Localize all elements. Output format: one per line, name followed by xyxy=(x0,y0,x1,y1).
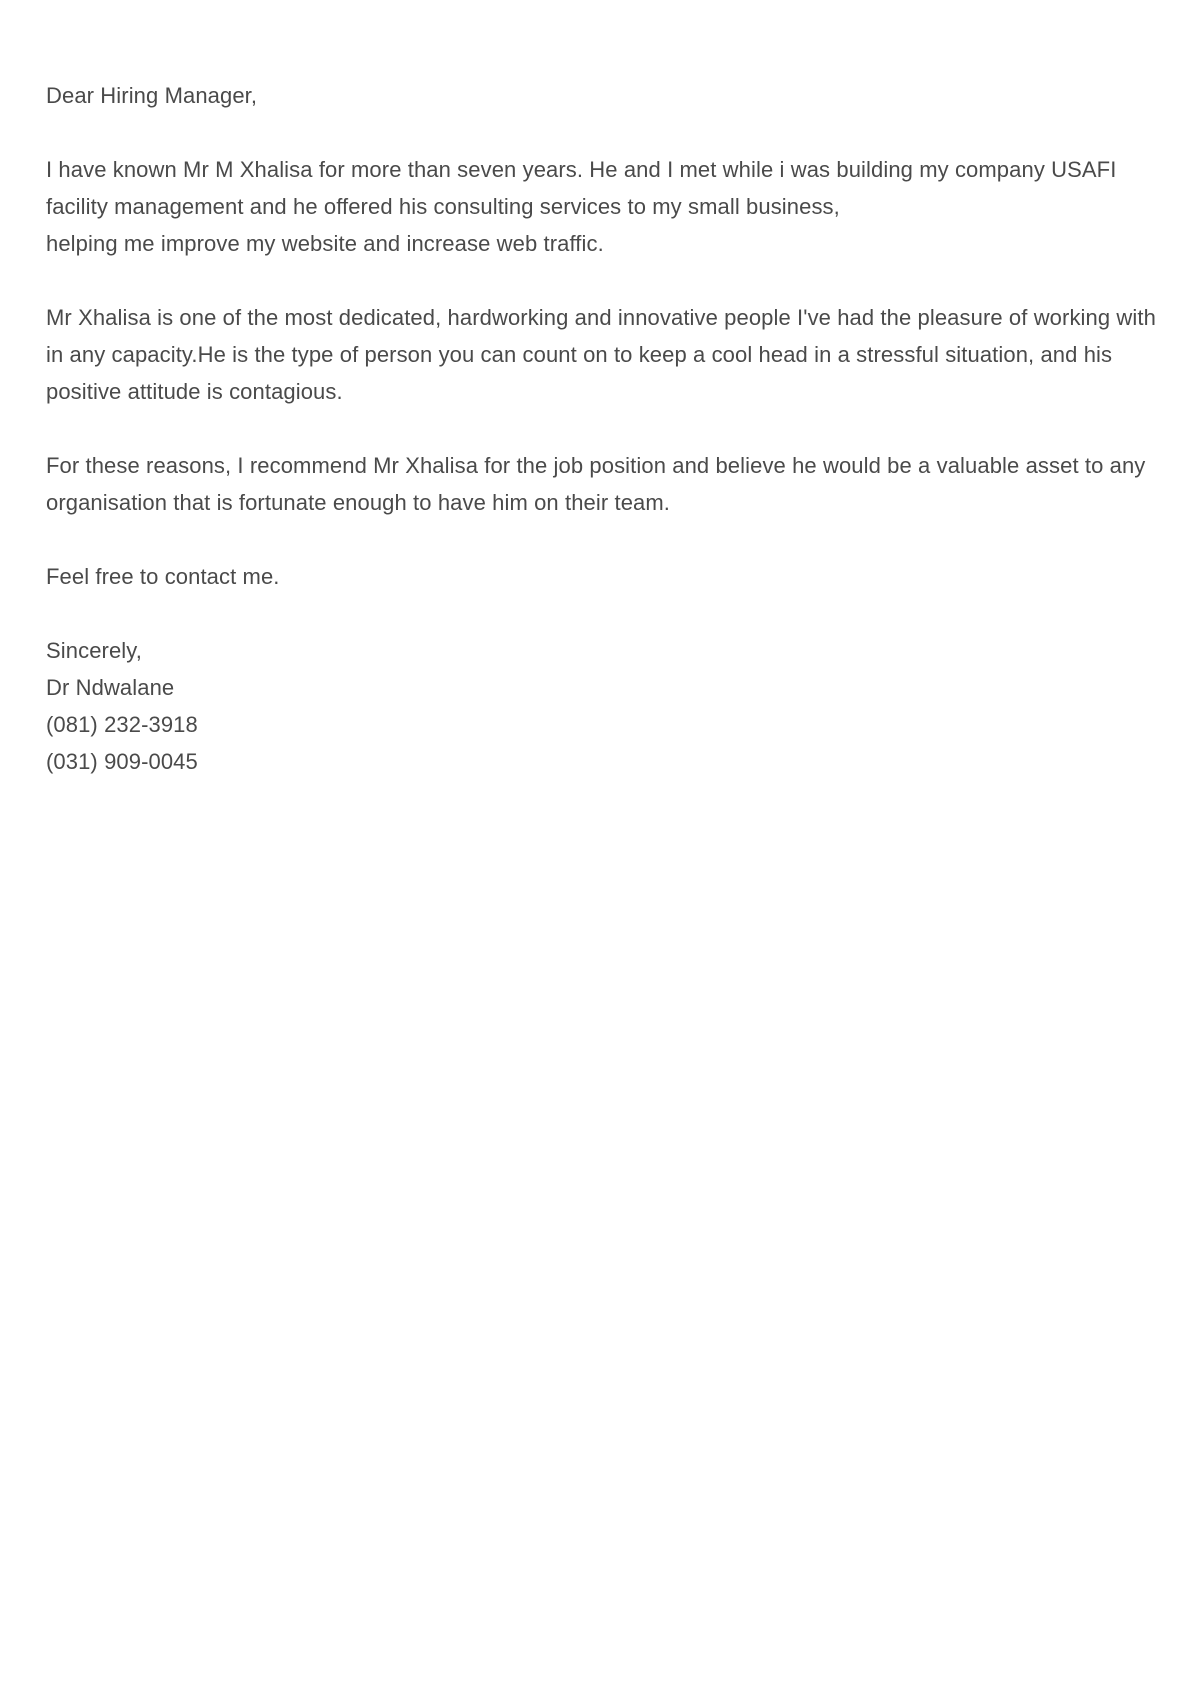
signature-block xyxy=(46,632,1166,780)
paragraph-introduction-line-1: I have known Mr M Xhalisa for more than seven years. He and I met while i was building my company USAFI facility management and he offered his consulting services to my small business, xyxy=(46,157,1117,219)
paragraph-introduction xyxy=(46,151,1166,262)
valediction: Sincerely, xyxy=(46,638,142,663)
paragraph-introduction-line-2: helping me improve my website and increase web traffic. xyxy=(46,231,604,256)
paragraph-recommendation: For these reasons, I recommend Mr Xhalisa for the job position and believe he would be a valuable asset to any organisation that is fortunate enough to have him on their team. xyxy=(46,453,1146,515)
paragraph-qualities: Mr Xhalisa is one of the most dedicated, hardworking and innovative people I've had the pleasure of working with in any capacity.He is the type of person you can count on to keep a cool head in a stressful situation, and his positive attitude is contagious. xyxy=(46,305,1156,404)
signer-name: Dr Ndwalane xyxy=(46,675,175,700)
phone-number-2: (031) 909-0045 xyxy=(46,749,198,774)
phone-number-1: (081) 232-3918 xyxy=(46,712,198,737)
paragraph-contact: Feel free to contact me. xyxy=(46,564,280,589)
salutation: Dear Hiring Manager, xyxy=(46,83,258,108)
letter-body xyxy=(46,77,1166,780)
